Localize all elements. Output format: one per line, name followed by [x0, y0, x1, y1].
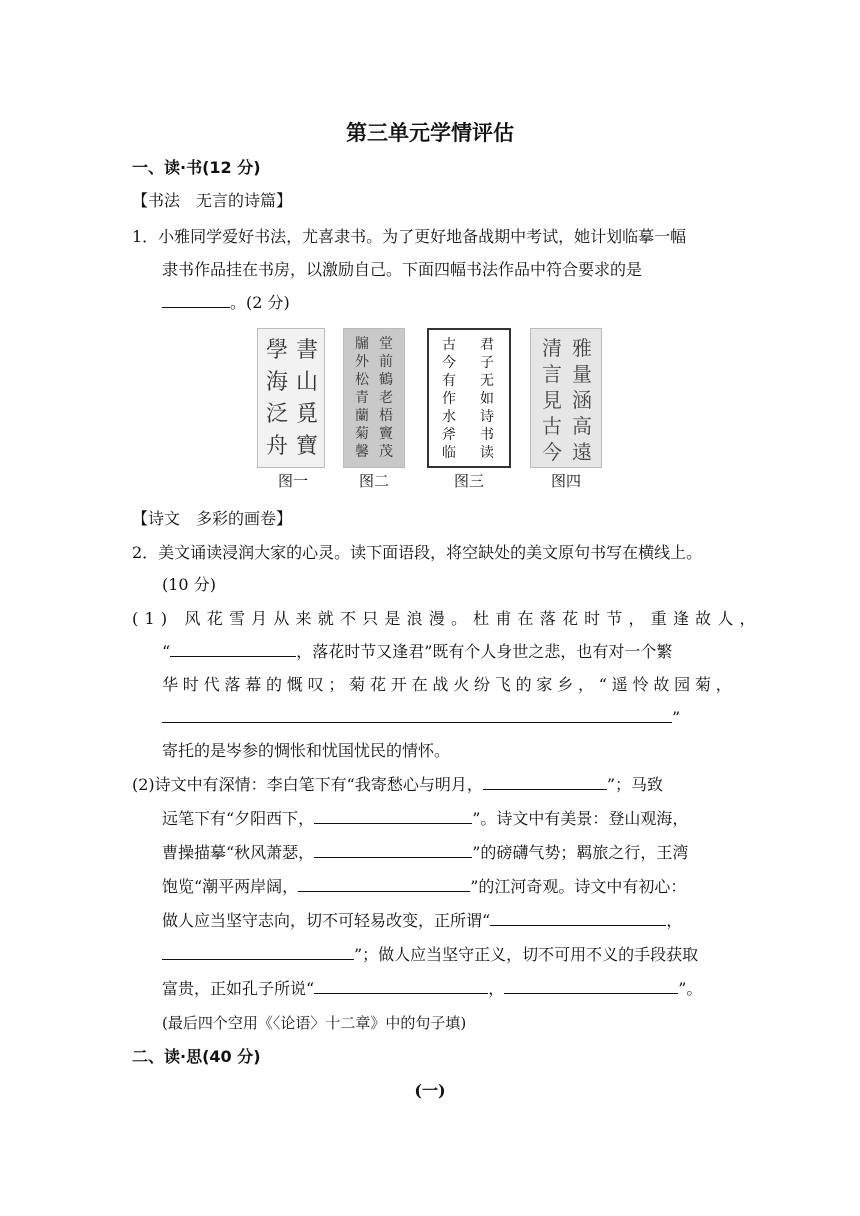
figure-4-text-left: 清言見古今: [542, 336, 562, 464]
figure-1-text-left: 學海泛舟: [265, 338, 288, 459]
q2-part2-line-3: 曹操描摹“秋风萧瑟， ”的磅礴气势；羁旅之行，王湾: [162, 843, 689, 862]
subsection-poetry: 【诗文 多彩的画卷】: [132, 509, 293, 528]
q2-part1-line-4: ”: [162, 707, 680, 729]
q2-part2-line-2: 远笔下有“夕阳西下， ”。诗文中有美景：登山观海，: [162, 809, 689, 828]
subsection-calligraphy: 【书法 无言的诗篇】: [132, 191, 293, 210]
figure-3-text-left: 古今有作水斧临: [442, 337, 456, 461]
question-1-line-1: 1．小雅同学爱好书法，尤喜隶书。为了更好地备战期中考试，她计划临摹一幅: [132, 227, 687, 246]
calligraphy-figures: [0, 328, 860, 498]
answer-blank[interactable]: [162, 707, 672, 723]
question-1-line-2: 隶书作品挂在书房，以激励自己。下面四幅书法作品中符合要求的是: [162, 260, 643, 279]
answer-blank[interactable]: [314, 842, 472, 858]
section-heading-2: 二、读·思(40 分): [132, 1047, 261, 1066]
figure-1-image: [257, 328, 325, 468]
answer-blank[interactable]: [162, 292, 230, 308]
question-2-line-2: (10 分): [162, 575, 216, 594]
figure-1-caption: 图一: [277, 472, 308, 490]
q2-part1-line-2: “ ，落花时节又逢君”既有个人身世之悲，也有对一个繁: [162, 642, 673, 661]
figure-2-image: [343, 328, 405, 468]
page-title: 第三单元学情评估: [346, 121, 514, 145]
q2-part1-line-1: (1) 风花雪月从来就不只是浪漫。杜甫在落花时节，重逢故人，: [132, 609, 762, 628]
figure-1-text-right: 書山覓寶: [295, 338, 318, 459]
section-heading-1: 一、读·书(12 分): [132, 158, 261, 177]
figure-2-text-right: 堂前鶴老梧竇茂: [379, 336, 393, 460]
figure-2-caption: 图二: [358, 472, 389, 490]
q2-part2-line-1: (2)诗文中有深情：李白笔下有“我寄愁心与明月， ”；马致: [132, 775, 664, 794]
q2-part1-line-3: 华时代落幕的慨叹；菊花开在战火纷飞的家乡，“遥怜故园菊，: [162, 675, 737, 694]
q2-part2-line-6: ”；做人应当坚守正义，切不可用不义的手段获取: [162, 944, 698, 966]
question-1-line-3: 。(2 分): [162, 292, 290, 314]
figure-3-caption: 图三: [453, 472, 484, 490]
part-heading: (一): [414, 1081, 446, 1100]
figure-3-text-right: 君子无如诗书读: [480, 337, 494, 461]
answer-blank[interactable]: [170, 641, 296, 657]
q2-part2-line-7: 富贵，正如孔子所说“ ， ”。: [162, 979, 703, 998]
answer-blank[interactable]: [490, 910, 666, 926]
question-2-line-1: 2．美文诵读浸润大家的心灵。读下面语段，将空缺处的美文原句书写在横线上。: [132, 543, 703, 562]
figure-3-image: [427, 328, 511, 468]
answer-blank[interactable]: [504, 978, 678, 994]
figure-4-image: [530, 328, 602, 468]
answer-blank[interactable]: [483, 774, 607, 790]
answer-blank[interactable]: [314, 808, 472, 824]
q2-part2-line-5: 做人应当坚守志向，切不可轻易改变，正所谓“ ，: [162, 911, 683, 930]
answer-blank[interactable]: [298, 876, 470, 892]
figure-2-text-left: 牖外松青蘭菊馨: [355, 336, 369, 460]
answer-blank[interactable]: [314, 978, 488, 994]
q2-note: (最后四个空用《〈论语〉十二章》中的句子填): [162, 1014, 467, 1032]
figure-4-caption: 图四: [550, 472, 581, 490]
q2-part2-line-4: 饱览“潮平两岸阔， ”的江河奇观。诗文中有初心：: [162, 877, 687, 896]
answer-blank[interactable]: [162, 944, 354, 960]
q2-part1-line-5: 寄托的是岑参的惆怅和忧国忧民的情怀。: [162, 741, 451, 760]
figure-4-text-right: 雅量涵高遠: [572, 336, 592, 464]
